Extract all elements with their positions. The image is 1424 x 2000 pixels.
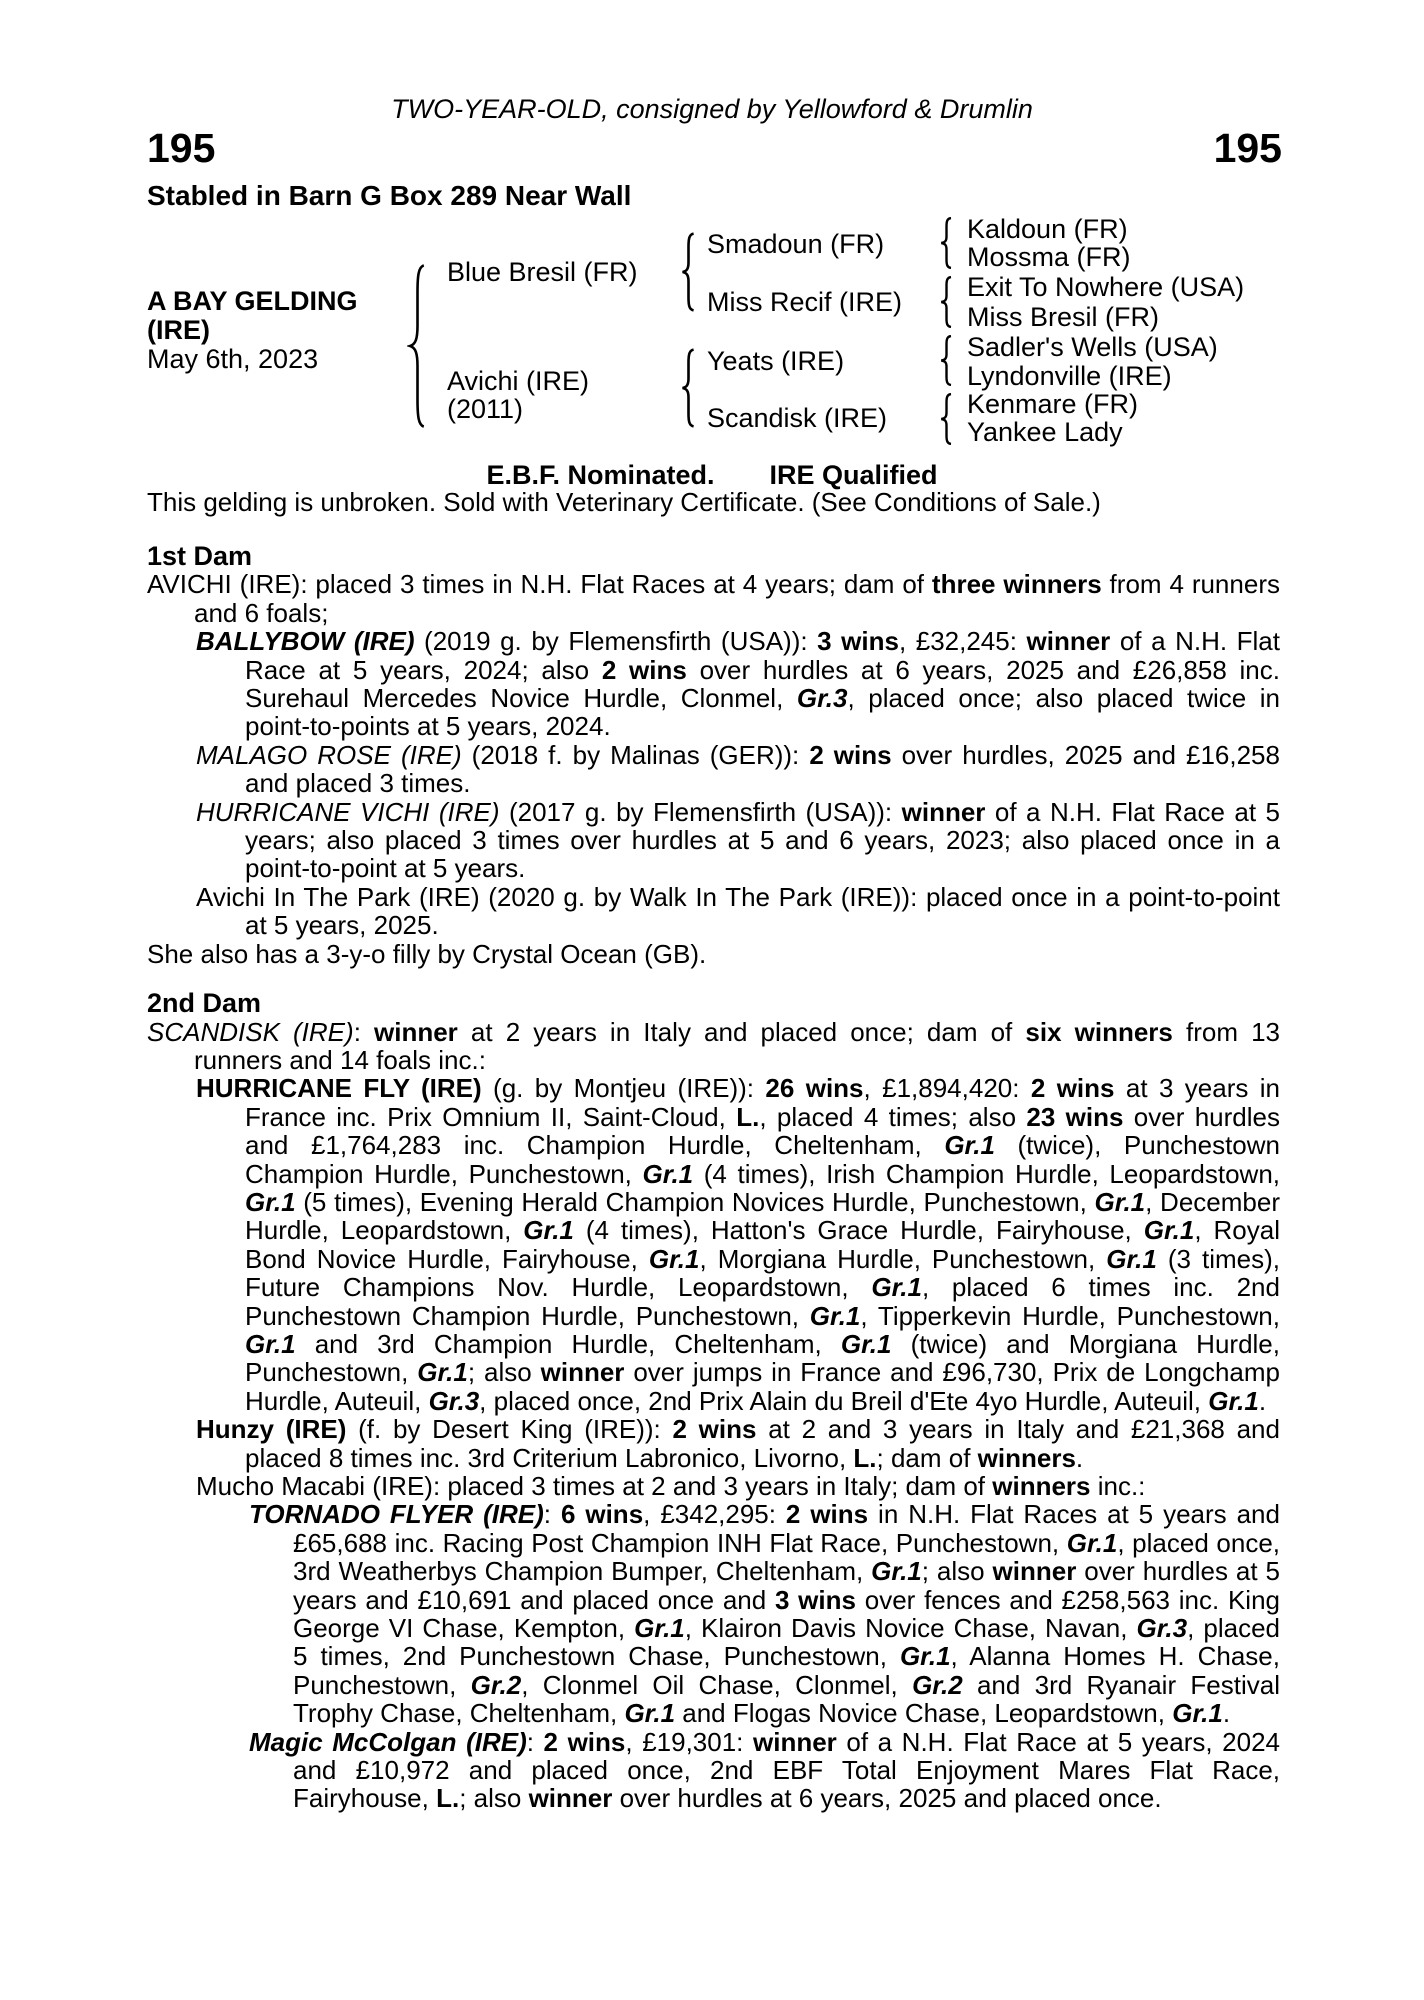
pedigree-paragraph: She also has a 3-y-o filly by Crystal Ocean (GB). bbox=[147, 938, 707, 969]
dam-brace-icon bbox=[680, 348, 697, 428]
consignor-line: TWO-YEAR-OLD, consigned by Yellowford & Drumlin bbox=[391, 94, 1033, 124]
pedigree-paragraph: HURRICANE VICHI (IRE) (2017 g. by Flemensfirth (USA)): winner of a N.H. Flat Race at 5 years; also placed 3 times over hurdles at 5 and 6 years, 2023; also placed once in a point-to-point at 5 years. bbox=[196, 796, 1280, 884]
ire-qualified-label: IRE Qualified bbox=[769, 460, 938, 490]
section-heading: 1st Dam bbox=[147, 541, 253, 571]
ebf-notice bbox=[0, 462, 1424, 489]
lot-number-right: 195 bbox=[1213, 125, 1282, 171]
pedigree-paragraph: MALAGO ROSE (IRE) (2018 f. by Malinas (GER)): 2 wins over hurdles, 2025 and £16,258 and placed 3 times. bbox=[196, 739, 1280, 799]
conditions-note: This gelding is unbroken. Sold with Veterinary Certificate. (See Conditions of Sale.) bbox=[147, 487, 1101, 517]
main-brace-icon bbox=[407, 262, 428, 430]
pedigree-paragraph: SCANDISK (IRE): winner at 2 years in Italy and placed once; dam of six winners from 13 runners and 14 foals inc.: bbox=[147, 1016, 1281, 1075]
great-grandparent-brace-icon bbox=[939, 217, 954, 269]
great-grandparent-brace-icon bbox=[939, 276, 954, 328]
subject-name: A BAY GELDING bbox=[147, 286, 358, 316]
great-grandparent-name: Sadler's Wells (USA) bbox=[967, 332, 1218, 362]
pedigree-paragraph: Avichi In The Park (IRE) (2020 g. by Walk In The Park (IRE)): placed once in a point-to-point at 5 years, 2025. bbox=[196, 881, 1280, 941]
great-grandparent-name: Kaldoun (FR) bbox=[967, 214, 1128, 244]
pedigree-paragraph: TORNADO FLYER (IRE): 6 wins, £342,295: 2 wins in N.H. Flat Races at 5 years and £65,688 inc. Racing Post Champion INH Flat Race, Punchestown, Gr.1, placed once, 3rd Weatherbys Champion Bumper, Cheltenham, Gr.1; also winner over hurdles at 5 years and £10,691 and placed once and 3 wins over fences and £258,563 inc. King George VI Chase, Kempton, Gr.1, Klairon Davis Novice Chase, Navan, Gr.3, placed 5 times, 2nd Punchestown Chase, Punchestown, Gr.1, Alanna Homes H. Chase, Punchestown, Gr.2, Clonmel Oil Chase, Clonmel, Gr.2 and 3rd Ryanair Festival Trophy Chase, Cheltenham, Gr.1 and Flogas Novice Chase, Leopardstown, Gr.1. bbox=[249, 1499, 1281, 1729]
pedigree-paragraph: AVICHI (IRE): placed 3 times in N.H. Flat Races at 4 years; dam of three winners from 4 runners and 6 foals; bbox=[147, 569, 1280, 628]
granddam-name: Miss Recif (IRE) bbox=[707, 287, 902, 317]
great-grandparent-name: Miss Bresil (FR) bbox=[967, 302, 1159, 332]
great-grandparent-name: Kenmare (FR) bbox=[967, 389, 1139, 419]
dam-name: Avichi (IRE) bbox=[447, 366, 590, 396]
pedigree-table bbox=[0, 0, 1424, 460]
pedigree-paragraph: Magic McColgan (IRE): 2 wins, £19,301: winner of a N.H. Flat Race at 5 years, 2024 and £10,972 and placed once, 2nd EBF Total Enjoyment Mares Flat Race, Fairyhouse, L.; also winner over hurdles at 6 years, 2025 and placed once. bbox=[249, 1726, 1281, 1814]
pedigree-text-body bbox=[147, 542, 1280, 1813]
subject-foaling-date: May 6th, 2023 bbox=[147, 344, 319, 374]
grandsire-name: Yeats (IRE) bbox=[707, 346, 845, 376]
granddam-name: Scandisk (IRE) bbox=[707, 403, 888, 433]
pedigree-paragraph: BALLYBOW (IRE) (2019 g. by Flemensfirth (USA)): 3 wins, £32,245: winner of a N.H. Flat Race at 5 years, 2024; also 2 wins over hurdles at 6 years, 2025 and £26,858 inc. Surehaul Mercedes Novice Hurdle, Clonmel, Gr.3, placed once; also placed twice in point-to-points at 5 years, 2024. bbox=[196, 626, 1280, 742]
grandsire-name: Smadoun (FR) bbox=[707, 229, 885, 259]
pedigree-paragraph: Mucho Macabi (IRE): placed 3 times at 2 and 3 years in Italy; dam of winners inc.: bbox=[196, 1471, 1146, 1501]
sire-brace-icon bbox=[680, 232, 697, 312]
great-grandparent-name: Yankee Lady bbox=[967, 417, 1123, 447]
great-grandparent-brace-icon bbox=[939, 335, 954, 386]
section-heading: 2nd Dam bbox=[147, 988, 262, 1019]
sire-name: Blue Bresil (FR) bbox=[447, 257, 638, 287]
great-grandparent-name: Exit To Nowhere (USA) bbox=[967, 272, 1245, 302]
great-grandparent-name: Lyndonville (IRE) bbox=[967, 361, 1172, 391]
pedigree-paragraph: HURRICANE FLY (IRE) (g. by Montjeu (IRE)): 26 wins, £1,894,420: 2 wins at 3 years in France inc. Prix Omnium II, Saint-Cloud, L., placed 4 times; also 23 wins over hurdles and £1,764,283 inc. Champion Hurdle, Cheltenham, Gr.1 (twice), Punchestown Champion Hurdle, Punchestown, Gr.1 (4 times), Irish Champion Hurdle, Leopardstown, Gr.1 (5 times), Evening Herald Champion Novices Hurdle, Punchestown, Gr.1, December Hurdle, Leopardstown, Gr.1 (4 times), Hatton's Grace Hurdle, Fairyhouse, Gr.1, Royal Bond Novice Hurdle, Fairyhouse, Gr.1, Morgiana Hurdle, Punchestown, Gr.1 (3 times), Future Champions Nov. Hurdle, Leopardstown, Gr.1, placed 6 times inc. 2nd Punchestown Champion Hurdle, Punchestown, Gr.1, Tipperkevin Hurdle, Punchestown, Gr.1 and 3rd Champion Hurdle, Cheltenham, Gr.1 (twice) and Morgiana Hurdle, Punchestown, Gr.1; also winner over jumps in France and £96,730, Prix de Longchamp Hurdle, Auteuil, Gr.3, placed once, 2nd Prix Alain du Breil d'Ete 4yo Hurdle, Auteuil, Gr.1. bbox=[196, 1073, 1281, 1416]
dam-year: (2011) bbox=[447, 394, 524, 424]
great-grandparent-name: Mossma (FR) bbox=[967, 242, 1131, 272]
ebf-nominated-label: E.B.F. Nominated. bbox=[486, 460, 715, 490]
great-grandparent-brace-icon bbox=[939, 393, 954, 445]
pedigree-paragraph: Hunzy (IRE) (f. by Desert King (IRE)): 2 wins at 2 and 3 years in Italy and £21,368 and placed 8 times inc. 3rd Criterium Labronico, Livorno, L.; dam of winners. bbox=[196, 1414, 1280, 1473]
stabling-line: Stabled in Barn G Box 289 Near Wall bbox=[147, 180, 632, 211]
lot-number-left: 195 bbox=[147, 125, 216, 171]
subject-origin: (IRE) bbox=[147, 315, 210, 345]
